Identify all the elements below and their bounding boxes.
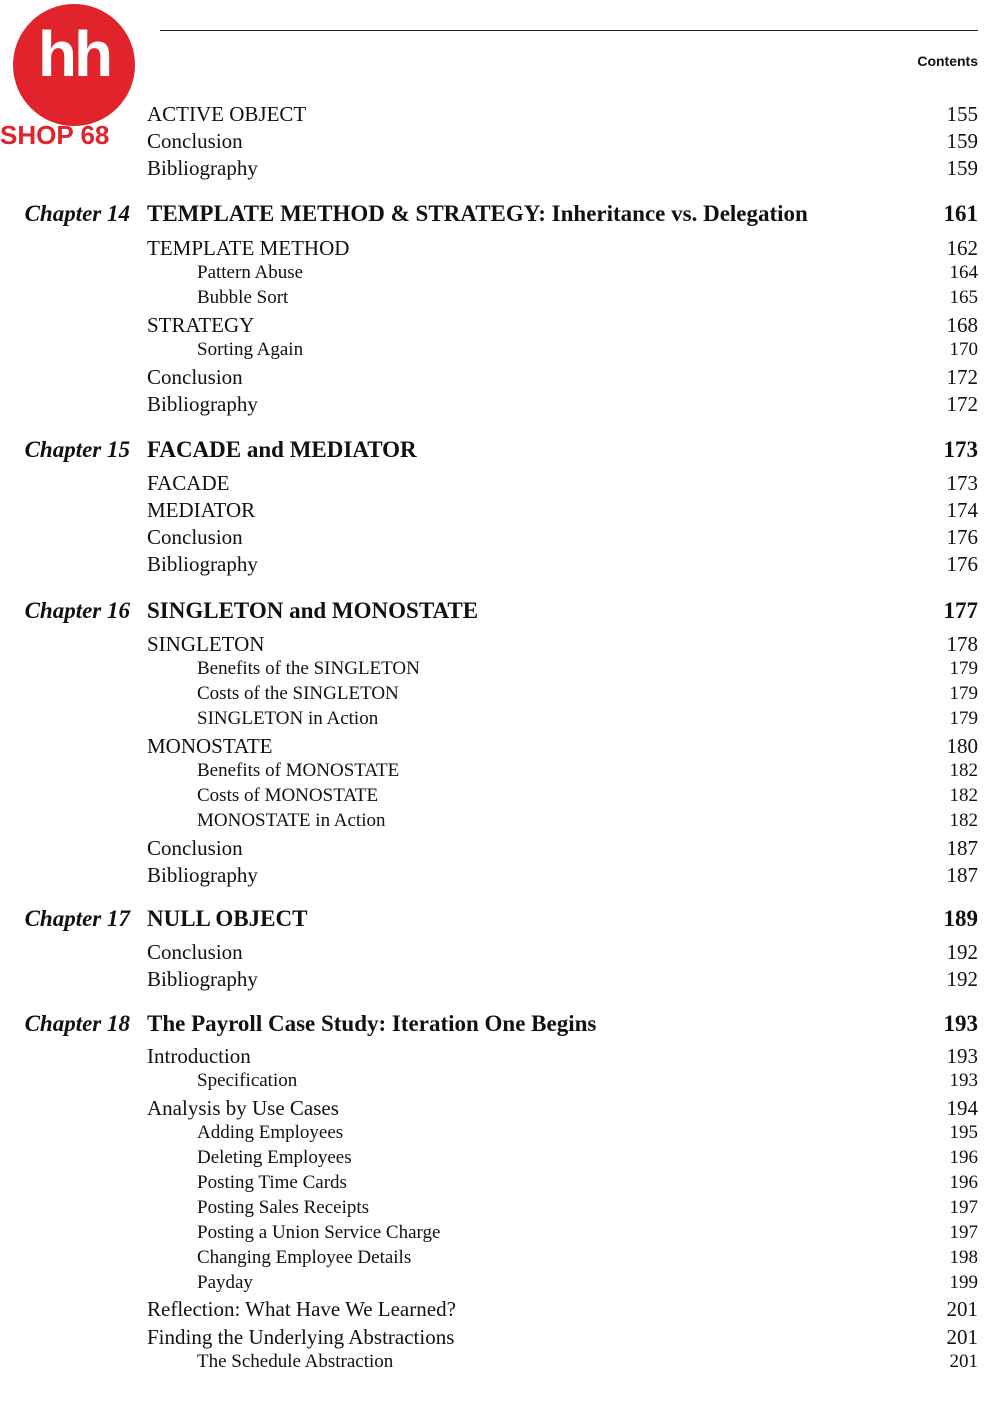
page-number: 193 xyxy=(949,1070,978,1091)
page-number: 187 xyxy=(946,836,978,860)
page-number: 173 xyxy=(946,471,978,495)
entry-title: Bubble Sort xyxy=(197,287,289,308)
page-number: 179 xyxy=(949,658,978,679)
page-number: 197 xyxy=(949,1222,978,1243)
entry-title: The Schedule Abstraction xyxy=(197,1351,394,1372)
page-number: 176 xyxy=(946,552,978,576)
page-number: 159 xyxy=(946,129,978,153)
page-number: 189 xyxy=(943,906,978,931)
page-number: 194 xyxy=(946,1096,978,1120)
entry-title: Costs of MONOSTATE xyxy=(197,785,379,806)
entry-title: Bibliography xyxy=(147,967,258,991)
page-number: 187 xyxy=(946,863,978,887)
entry-title: MONOSTATE in Action xyxy=(197,810,386,831)
chapter-number: Chapter 18 xyxy=(24,1011,130,1036)
entry-title: Finding the Underlying Abstractions xyxy=(147,1325,455,1349)
page-number: 182 xyxy=(949,785,978,806)
entry-title: NULL OBJECT xyxy=(147,906,308,931)
hh-logo xyxy=(13,4,135,126)
page-number: 168 xyxy=(946,313,978,337)
entry-title: Conclusion xyxy=(147,940,243,964)
entry-title: SINGLETON in Action xyxy=(197,708,379,729)
entry-title: Posting Time Cards xyxy=(197,1172,347,1193)
entry-title: STRATEGY xyxy=(147,313,255,337)
entry-title: Conclusion xyxy=(147,129,243,153)
page-number: 172 xyxy=(946,365,978,389)
entry-title: SINGLETON xyxy=(147,632,265,656)
entry-title: Posting a Union Service Charge xyxy=(197,1222,441,1243)
page-number: 161 xyxy=(943,201,978,226)
entry-title: Bibliography xyxy=(147,863,258,887)
entry-title: FACADE and MEDIATOR xyxy=(147,437,417,462)
chapter-number: Chapter 17 xyxy=(24,906,130,931)
entry-title: MEDIATOR xyxy=(147,498,256,522)
page-number: 176 xyxy=(946,525,978,549)
entry-title: Changing Employee Details xyxy=(197,1247,412,1268)
entry-title: Benefits of MONOSTATE xyxy=(197,760,400,781)
entry-title: Conclusion xyxy=(147,836,243,860)
entry-title: TEMPLATE METHOD & STRATEGY: Inheritance vs. Delegation xyxy=(147,201,808,226)
entry-title: Bibliography xyxy=(147,156,258,180)
page-number: 201 xyxy=(949,1351,978,1372)
entry-title: Bibliography xyxy=(147,552,258,576)
entry-title: Pattern Abuse xyxy=(197,262,304,283)
page-number: 193 xyxy=(946,1044,978,1068)
page-number: 174 xyxy=(946,498,978,522)
entry-title: Conclusion xyxy=(147,525,243,549)
page-number: 196 xyxy=(949,1172,978,1193)
entry-title: Specification xyxy=(197,1070,298,1091)
page-number: 192 xyxy=(946,940,978,964)
entry-title: Benefits of the SINGLETON xyxy=(197,658,420,679)
entry-title: Introduction xyxy=(147,1044,251,1068)
page-number: 182 xyxy=(949,810,978,831)
page-number: 182 xyxy=(949,760,978,781)
logo-mark: hh xyxy=(37,18,111,90)
page-number: 155 xyxy=(946,102,978,126)
chapter-number: Chapter 15 xyxy=(24,437,130,462)
page-number: 195 xyxy=(949,1122,978,1143)
page-number: 193 xyxy=(943,1011,978,1036)
page-number: 179 xyxy=(949,683,978,704)
page-number: 172 xyxy=(946,392,978,416)
page-number: 170 xyxy=(949,339,978,360)
entry-title: The Payroll Case Study: Iteration One Begins xyxy=(147,1011,597,1036)
page-number: 173 xyxy=(943,437,978,462)
page-number: 179 xyxy=(949,708,978,729)
page-number: 196 xyxy=(949,1147,978,1168)
running-head: Contents xyxy=(917,53,978,69)
page-number: 197 xyxy=(949,1197,978,1218)
entry-title: Posting Sales Receipts xyxy=(197,1197,370,1218)
entry-title: Costs of the SINGLETON xyxy=(197,683,399,704)
page-number: 165 xyxy=(949,287,978,308)
entry-title: FACADE xyxy=(147,471,230,495)
page-number: 201 xyxy=(946,1325,978,1349)
page-number: 164 xyxy=(949,262,978,283)
entry-title: ACTIVE OBJECT xyxy=(147,102,307,126)
entry-title: Payday xyxy=(197,1272,253,1293)
logo-shop-label: SHOP 68 xyxy=(0,120,110,150)
page-number: 162 xyxy=(946,236,978,260)
chapter-number: Chapter 14 xyxy=(24,201,130,226)
entry-title: MONOSTATE xyxy=(147,734,273,758)
entry-title: Adding Employees xyxy=(197,1122,344,1143)
entry-title: Analysis by Use Cases xyxy=(147,1096,339,1120)
page-number: 192 xyxy=(946,967,978,991)
entry-title: TEMPLATE METHOD xyxy=(147,236,350,260)
entry-title: SINGLETON and MONOSTATE xyxy=(147,598,479,623)
page-number: 201 xyxy=(946,1297,978,1321)
page-number: 198 xyxy=(949,1247,978,1268)
page-number: 178 xyxy=(946,632,978,656)
page-number: 177 xyxy=(943,598,978,623)
entry-title: Conclusion xyxy=(147,365,243,389)
page-number: 159 xyxy=(946,156,978,180)
entry-title: Reflection: What Have We Learned? xyxy=(147,1297,456,1321)
page-number: 180 xyxy=(946,734,978,758)
entry-title: Deleting Employees xyxy=(197,1147,352,1168)
entry-title: Sorting Again xyxy=(197,339,304,360)
page-number: 199 xyxy=(949,1272,978,1293)
chapter-number: Chapter 16 xyxy=(24,598,130,623)
entry-title: Bibliography xyxy=(147,392,258,416)
